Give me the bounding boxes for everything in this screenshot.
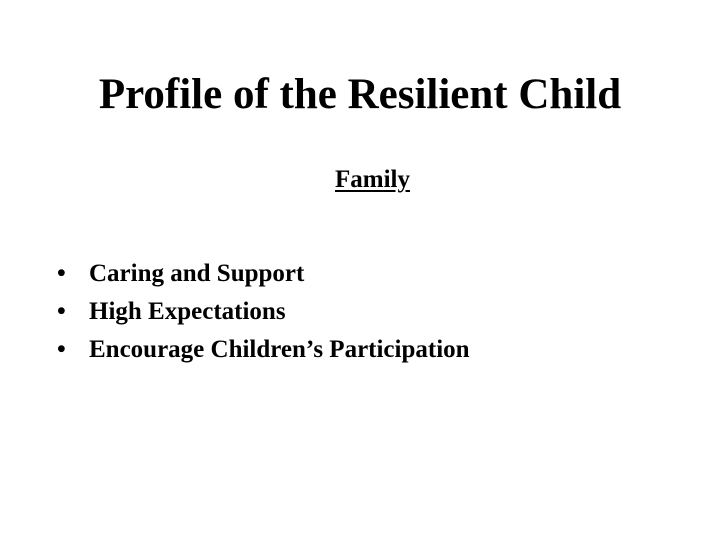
bullet-text: High Expectations — [89, 298, 286, 325]
slide-subtitle: Family — [335, 166, 410, 193]
bullet-list — [57, 255, 470, 369]
bullet-dot-icon: • — [57, 336, 66, 363]
bullet-dot-icon: • — [57, 260, 66, 287]
slide-title: Profile of the Resilient Child — [98, 71, 622, 118]
bullet-item — [57, 255, 470, 293]
bullet-text: Caring and Support — [89, 260, 305, 287]
bullet-item — [57, 331, 470, 369]
bullet-item — [57, 293, 470, 331]
bullet-text: Encourage Children’s Participation — [89, 336, 470, 363]
bullet-dot-icon: • — [57, 298, 66, 325]
